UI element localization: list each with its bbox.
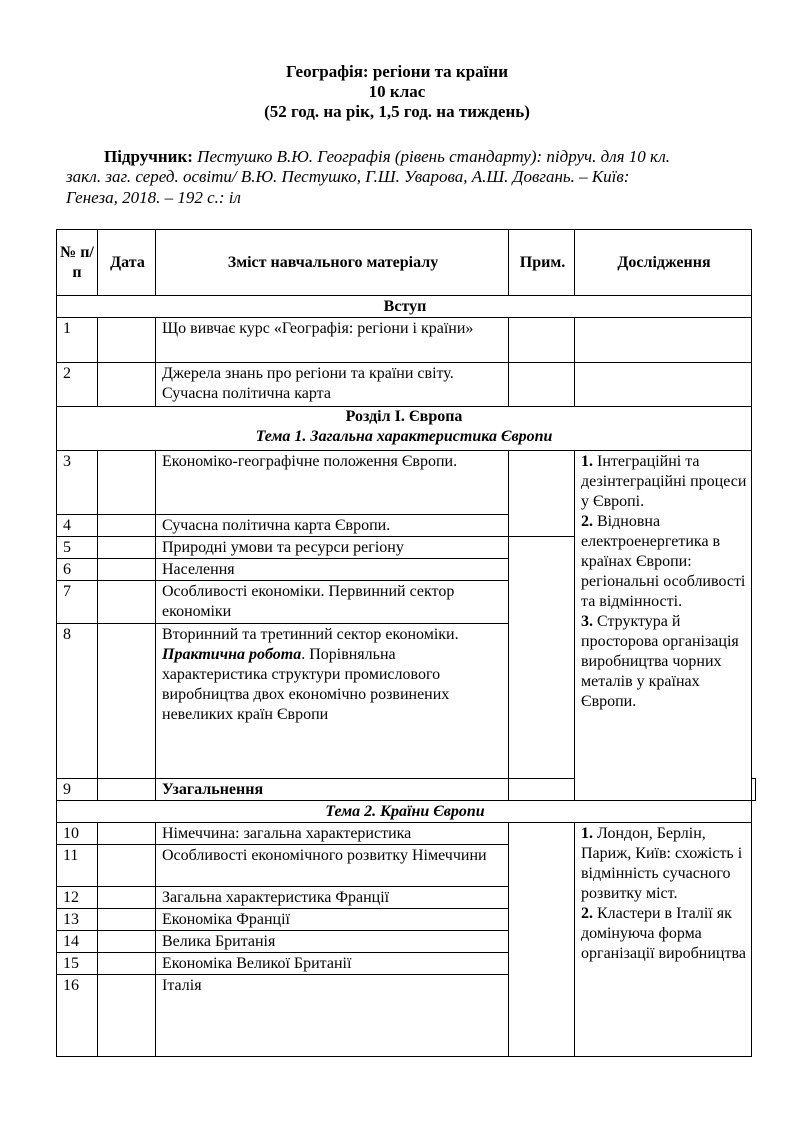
row-num: 2 [57,363,98,407]
hours-label: (52 год. на рік, 1,5 год. на тиждень) [264,102,530,121]
section-row [57,407,756,451]
row-content: Джерела знань про регіони та країни світу. Сучасна політична карта [156,363,509,407]
row-date [98,515,156,537]
header-research: Дослідження [575,230,752,296]
header-content: Зміст навчального матеріалу [156,230,509,296]
research-item [581,512,747,612]
header-num: № п/ п [57,230,98,296]
row-date [98,451,156,515]
row-content: Італія [156,975,509,1057]
row-num: 1 [57,318,98,363]
section-europe-cell [57,407,752,451]
row-content: Економіко-географічне положення Європи. [156,451,509,515]
row-content: Природні умови та ресурси регіону [156,537,509,559]
row-research [575,318,752,363]
summary-label: Узагальнення [156,779,509,801]
row-content: Особливості економічного розвитку Німеччини [156,845,509,887]
practical-work-text: . Порівняльна характеристика структури промислового виробництва двох економічно розвинених невеликих країн Європи [162,646,450,723]
table-header-row [57,230,756,296]
textbook-line-2 [66,167,629,187]
textbook-line-3 [66,188,241,208]
row-content-text: Вторинний та третинний сектор економіки. [162,626,459,643]
topic-1-title: Тема 1. Загальна характеристика Європи [255,428,553,445]
row-date [98,537,156,559]
row-note [509,318,575,363]
research-num: 1. [581,453,593,470]
header-date: Дата [98,230,156,296]
row-content: Населення [156,559,509,581]
row-date [98,559,156,581]
row-research [752,779,756,801]
row-date [98,931,156,953]
research-num: 1. [581,825,593,842]
row-num: 15 [57,953,98,975]
row-date [98,363,156,407]
row-content: Економіка Франції [156,909,509,931]
curriculum-table [56,229,756,1057]
row-num: 10 [57,823,98,845]
research-item [581,452,747,512]
research-item [581,904,747,964]
row-date [98,779,156,801]
table-row [57,823,756,845]
row-content: Німеччина: загальна характеристика [156,823,509,845]
row-num: 16 [57,975,98,1057]
textbook-label: Підручник: [104,147,193,166]
row-content: Економіка Великої Британії [156,953,509,975]
row-date [98,887,156,909]
row-num: 13 [57,909,98,931]
topic-2-title: Тема 2. Країни Європи [57,801,752,823]
table-row [57,363,756,407]
row-content [156,624,509,779]
row-note [509,451,575,537]
row-content: Особливості економіки. Первинний сектор економіки [156,581,509,624]
textbook-line-1 [104,147,670,167]
header-note: Прим. [509,230,575,296]
research-num: 3. [581,613,593,630]
document-title: Географія: регіони та країни [286,62,508,81]
row-content: Велика Британія [156,931,509,953]
row-note [509,363,575,407]
research-text: Кластери в Італії як домінуюча форма організації виробництва [581,905,746,962]
topic-1-research [575,451,752,801]
row-date [98,624,156,779]
row-num: 3 [57,451,98,515]
research-text: Структура й просторова організація виробництва чорних металів у країнах Європи. [581,613,739,710]
row-note [509,779,575,801]
research-item [581,612,747,712]
research-num: 2. [581,513,593,530]
section-row [57,296,756,318]
row-research [575,363,752,407]
row-note [509,537,575,779]
research-num: 2. [581,905,593,922]
table-row [57,451,756,515]
grade-label: 10 клас [368,82,426,101]
row-note [509,823,575,1057]
research-text: Лондон, Берлін, Париж, Київ: схожість і відмінність сучасного розвитку міст. [581,825,743,902]
table-row [57,318,756,363]
textbook-text-2: закл. заг. серед. освіти/ В.Ю. Пестушко, Г.Ш. Уварова, А.Ш. Довгань. – Київ: [66,167,630,186]
practical-work-label: Практична робота [162,646,302,663]
row-date [98,975,156,1057]
row-content: Що вивчає курс «Географія: регіони і країни» [156,318,509,363]
textbook-text-3: Генеза, 2018. – 192 с.: іл [66,188,241,207]
row-date [98,318,156,363]
row-num: 9 [57,779,98,801]
section-europe: Розділ І. Європа [345,408,463,425]
row-num: 4 [57,515,98,537]
research-text: Інтеграційні та дезінтеграційні процеси у Європі. [581,453,747,510]
row-num: 6 [57,559,98,581]
research-item [581,824,747,904]
row-num: 5 [57,537,98,559]
intro-section: Вступ [57,296,752,318]
row-num: 7 [57,581,98,624]
row-num: 11 [57,845,98,887]
row-num: 8 [57,624,98,779]
section-row [57,801,756,823]
topic-2-research [575,823,752,1057]
row-date [98,953,156,975]
row-num: 12 [57,887,98,909]
row-date [98,823,156,845]
row-num: 14 [57,931,98,953]
row-content: Загальна характеристика Франції [156,887,509,909]
textbook-text-1: Пестушко В.Ю. Географія (рівень стандарту): підруч. для 10 кл. [197,147,671,166]
row-date [98,581,156,624]
research-text: Відновна електроенергетика в країнах Європи: регіональні особливості та відмінності. [581,513,746,610]
row-content: Сучасна політична карта Європи. [156,515,509,537]
row-date [98,909,156,931]
row-date [98,845,156,887]
